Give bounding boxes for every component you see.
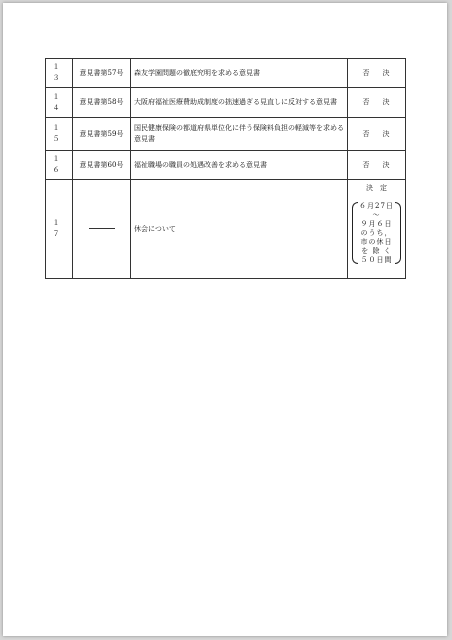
result-text-b: 決 — [382, 98, 391, 106]
result-text-a: 否 — [362, 68, 371, 77]
document-reference: 意見書第59号 — [73, 118, 131, 151]
period-line: ５０日間 — [360, 256, 393, 264]
item-number: １３ — [46, 59, 73, 88]
document-reference: 意見書第57号 — [73, 59, 131, 88]
item-title: 森友学園問題の徹底究明を求める意見書 — [131, 59, 348, 88]
document-reference: 意見書第58号 — [73, 88, 131, 118]
period-line: ９月６日 — [360, 220, 393, 228]
table-row — [46, 59, 406, 88]
agenda-table — [45, 58, 406, 279]
period-line: を 除 く — [361, 247, 392, 255]
period-line: ６月27日 — [359, 202, 394, 210]
item-number: １４ — [46, 88, 73, 118]
result-text-a: 否 — [362, 160, 371, 169]
decision-cell — [348, 180, 406, 279]
table-row — [46, 118, 406, 151]
item-number: １７ — [46, 180, 73, 279]
period-line: 市の休日 — [360, 238, 393, 246]
table-row — [46, 180, 406, 279]
document-reference — [73, 180, 131, 279]
document-page — [3, 3, 447, 636]
item-title: 国民健康保険の都道府県単位化に伴う保険料負担の軽減等を求める意見書 — [131, 118, 348, 151]
result-text-b: 決 — [382, 160, 391, 169]
item-number: １５ — [46, 118, 73, 151]
result-cell — [348, 151, 406, 180]
period-line: のうち， — [360, 229, 393, 237]
result-cell — [348, 59, 406, 88]
table-row — [46, 88, 406, 118]
result-text-a: 否 — [362, 98, 371, 106]
empty-dash — [89, 228, 115, 229]
result-cell — [348, 88, 406, 118]
result-text-a: 否 — [362, 129, 371, 138]
result-cell — [348, 118, 406, 151]
decision-label: 決 定 — [366, 184, 387, 192]
item-title: 休会について — [131, 180, 348, 279]
item-title: 大阪府福祉医療費助成制度の拙速過ぎる見直しに反対する意見書 — [131, 88, 348, 118]
period-bracket — [352, 202, 401, 264]
result-text-b: 決 — [382, 129, 391, 138]
table-row — [46, 151, 406, 180]
document-reference: 意見書第60号 — [73, 151, 131, 180]
item-title: 福祉職場の職員の処遇改善を求める意見書 — [131, 151, 348, 180]
item-number: １６ — [46, 151, 73, 180]
result-text-b: 決 — [382, 68, 391, 77]
period-line: ～ — [372, 211, 381, 219]
period-text — [358, 202, 395, 264]
right-bracket — [395, 202, 401, 264]
